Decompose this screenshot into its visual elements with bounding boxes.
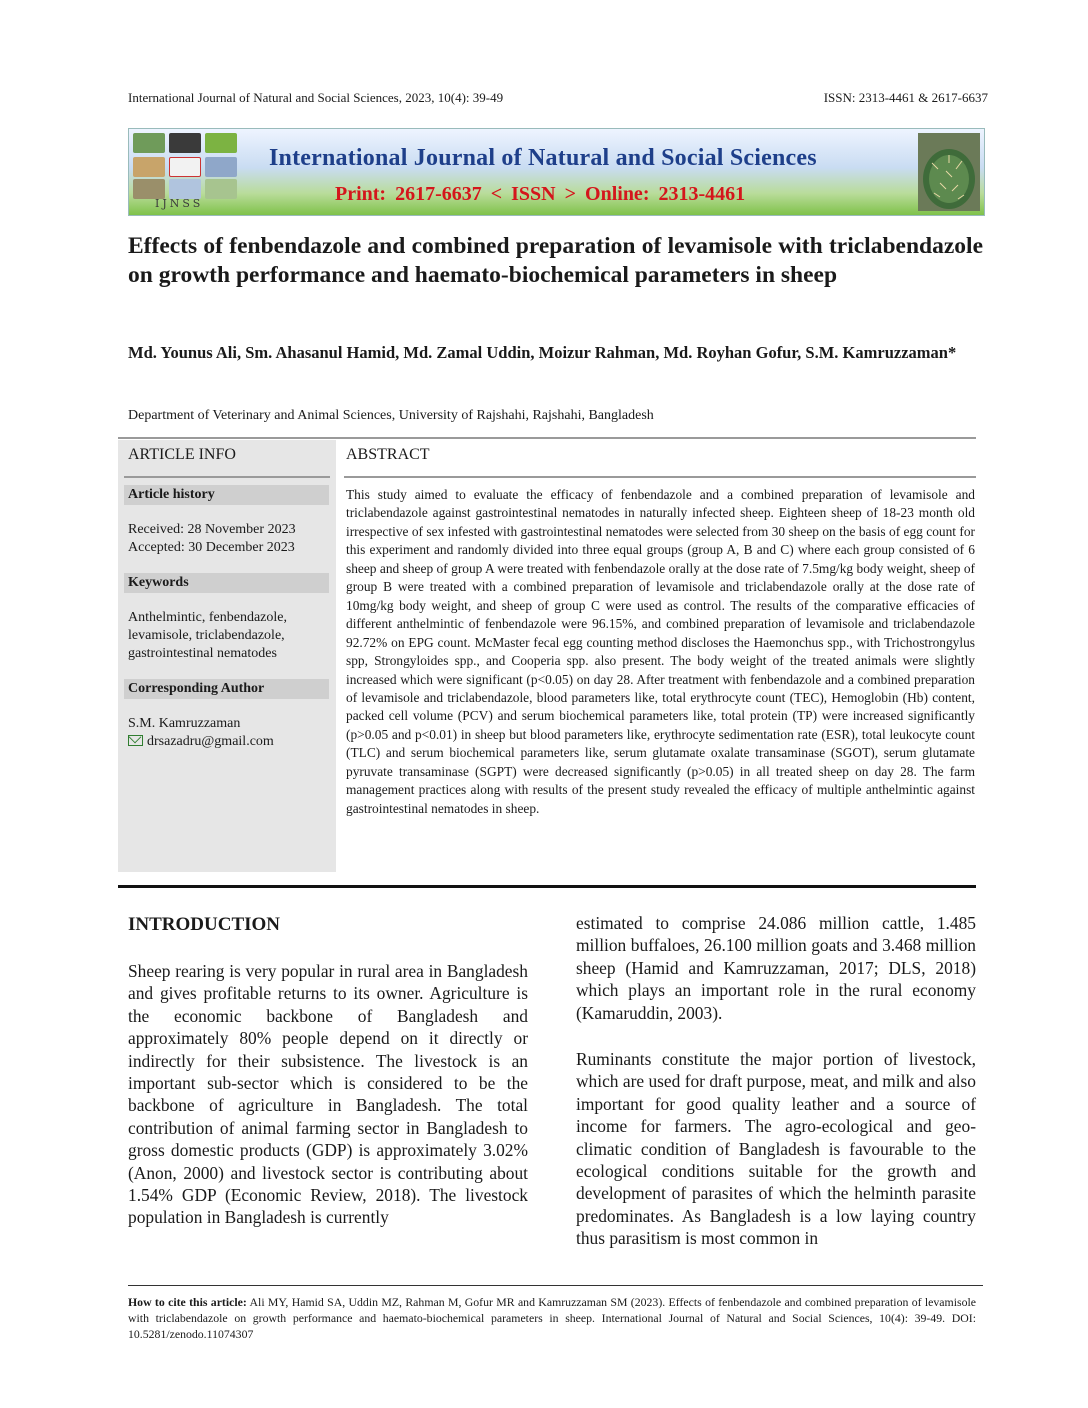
leaf-thumb-icon [205, 133, 237, 153]
fish-thumb-icon [133, 179, 165, 199]
lab-thumb-icon [169, 179, 201, 199]
introduction-heading: INTRODUCTION [128, 914, 281, 935]
cactus-icon [918, 133, 980, 211]
issn-line: ISSN: 2313-4461 & 2617-6637 [823, 90, 988, 105]
footer-divider [128, 1285, 983, 1286]
journal-title: International Journal of Natural and Social Sciences [269, 145, 817, 171]
corresponding-email-row[interactable] [128, 733, 328, 751]
accepted-date: Accepted: 30 December 2023 [128, 540, 295, 555]
article-title: Effects of fenbendazole and combined preparation of levamisole with triclabendazole on growth performance and haemato-biochemical parameters in sheep [128, 233, 983, 288]
insect-thumb-icon [169, 133, 201, 153]
corresponding-author-name: S.M. Kamruzzaman [128, 716, 241, 731]
envelope-icon [128, 735, 143, 746]
abstract-divider [344, 476, 976, 478]
banner-image-collage [133, 133, 241, 199]
header-divider [118, 437, 976, 439]
how-to-cite [128, 1294, 976, 1342]
journal-banner [128, 128, 985, 216]
keywords-list: Anthelmintic, fenbendazole, levamisole, triclabendazole, gastrointestinal nematodes [128, 610, 287, 661]
article-info-heading: ARTICLE INFO [128, 446, 236, 463]
journal-issn: Print: 2617-6637 < ISSN > Online: 2313-4461 [335, 183, 746, 205]
plant-thumb-icon [133, 133, 165, 153]
front-matter-divider [118, 885, 976, 888]
how-to-cite-label: How to cite this article: [128, 1295, 247, 1309]
corresponding-email[interactable]: drsazadru@gmail.com [147, 734, 274, 749]
article-info-divider [124, 476, 330, 478]
received-date: Received: 28 November 2023 [128, 522, 296, 537]
article-authors: Md. Younus Ali, Sm. Ahasanul Hamid, Md. Zamal Uddin, Moizur Rahman, Md. Royhan Gofur, S.M. Kamruzzaman* [128, 343, 957, 362]
how-to-cite-text: Ali MY, Hamid SA, Uddin MZ, Rahman M, Gofur MR and Kamruzzaman SM (2023). Effects of fenbendazole and combined preparation of levamisole with triclabendazole on growth performance and haemato-biochemical parameters in sheep. International Journal of Natural and Social Sciences, 10(4): 39-49. DOI: 10.5281/zenodo.11074307 [128, 1295, 976, 1341]
chart-thumb-icon [169, 157, 201, 177]
article-history-label: Article history [124, 485, 329, 505]
running-head [128, 90, 988, 108]
introduction-paragraph-2: Ruminants constitute the major portion of livestock, which are used for draft purpose, meat, and milk and also important for good quality leather and a source of income for farmers. The agro-ecological and geo-climatic condition of Bangladesh is favourable to the ecological conditions suitable for the growth and development of parasites of which the helminth parasite predominates. As Bangladesh is a low laying country thus parasitism is most common in [576, 1049, 976, 1249]
keywords-label: Keywords [124, 573, 329, 593]
author-affiliation: Department of Veterinary and Animal Sciences, University of Rajshahi, Rajshahi, Bangladesh [128, 408, 654, 423]
abstract-text: This study aimed to evaluate the efficacy of fenbendazole and a combined preparation of levamisole and triclabendazole against gastrointestinal nematodes in naturally infected sheep. Eighteen sheep of 18-23 month old irrespective of sex infested with gastrointestinal nematodes were selected from 30 sheep on the basis of egg count for this experiment and randomly divided into three equal groups (group A, B and C) where each group consisted of 6 sheep and sheep of group A were treated with fenbendazole orally at the dose rate of 7.5mg/kg body weight, sheep of group B were treated with a combined preparation of levamisole and triclabendazole orally at the dose rate of 10mg/kg body weight, and sheep of group C were used as control. The results of the comparative efficacies of different anthelmintic of fenbendazole were 96.15%, and combined preparation of levamisole and triclabendazole 92.72% on EPG count. McMaster fecal egg counting method discloses the Haemonchus spp., with Trichostrongylus spp, Strongyloides spp., and Cooperia spp. also present. The body weight of the treated animals were slightly increased which were significant (p<0.05) on day 28. After treatment with fenbendazole and a combined preparation of levamisole and triclabendazole, blood parameters like, total erythrocyte count (TEC), Hemoglobin (Hb) content, packed cell volume (PCV) and serum biochemical parameters like, total protein (TP) were increased significantly (p>0.05 and p<0.01) in sheep but blood parameters like, erythrocyte sedimentation rate (ESR), total leukocyte count (TLC) and serum biochemical parameters like, serum glutamate oxalate transaminase (SGOT), serum glutamate pyruvate transaminase (SGPT) were decreased significantly (p>0.05) in all treated sheep on day 28. The farm management practices along with results of the present study revealed the efficacy of multiple anthelmintic against gastrointestinal nematodes in sheep. [346, 487, 975, 816]
field-thumb-icon [205, 179, 237, 199]
journal-logo-text: IJNSS [155, 197, 204, 210]
corresponding-author-label: Corresponding Author [124, 679, 329, 699]
animal-thumb-icon [133, 157, 165, 177]
introduction-paragraph-1-continued: estimated to comprise 24.086 million cattle, 1.485 million buffaloes, 26.100 million goats and 3.468 million sheep (Hamid and Kamruzzaman, 2017; DLS, 2018) which plays an important role in the rural economy (Kamaruddin, 2003). [576, 913, 976, 1023]
people-thumb-icon [205, 157, 237, 177]
journal-citation-line: International Journal of Natural and Social Sciences, 2023, 10(4): 39-49 [128, 90, 504, 105]
introduction-paragraph-1: Sheep rearing is very popular in rural area in Bangladesh and gives profitable returns to its owner. Agriculture is the economic backbone of Bangladesh and approximately 80% people depend on it directly or indirectly for their subsistence. The livestock is an important sub-sector which is considered to be the backbone of agriculture in Bangladesh. The total contribution of animal farming sector in Bangladesh to gross domestic products (GDP) is approximately 3.02% (Anon, 2000) and livestock sector is contributing about 1.54% GDP (Economic Review, 2018). The livestock population in Bangladesh is currently [128, 961, 528, 1228]
article-info-panel [118, 440, 336, 872]
abstract-heading: ABSTRACT [346, 446, 430, 463]
